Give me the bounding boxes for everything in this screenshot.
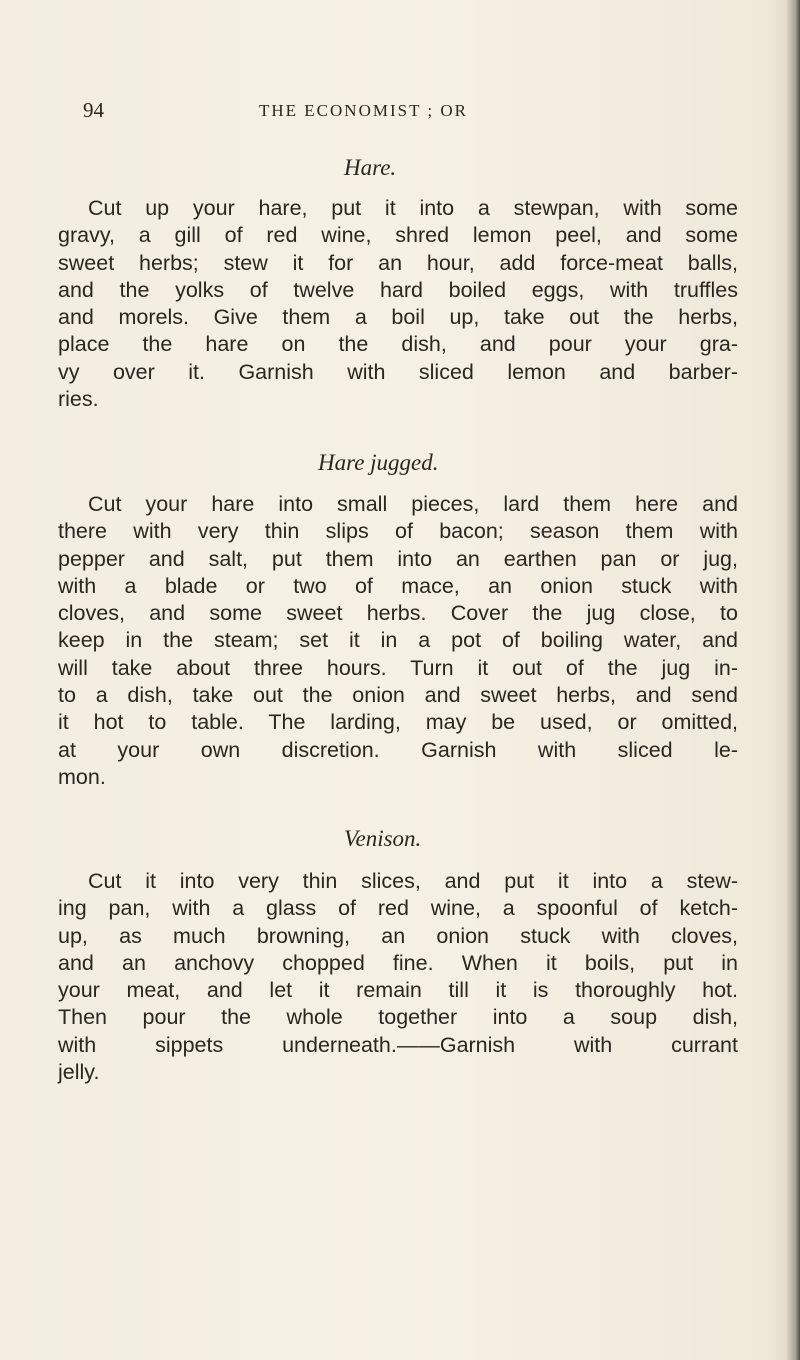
text-line: and morels. Give them a boil up, take out the herbs,: [58, 305, 738, 330]
page-number: 94: [83, 98, 104, 122]
text-line: cloves, and some sweet herbs. Cover the jug close, to: [58, 601, 738, 626]
recipe-text-hare-jugged: [58, 491, 738, 791]
text-line: at your own discretion. Garnish with sliced le-: [58, 737, 738, 762]
recipe-text-hare: [58, 195, 738, 413]
text-line: Cut it into very thin slices, and put it into a stew-: [88, 869, 738, 893]
text-line: Then pour the whole together into a soup dish,: [58, 1005, 738, 1030]
text-line: pepper and salt, put them into an earthen pan or jug,: [58, 546, 738, 571]
text-line: your meat, and let it remain till it is thoroughly hot.: [58, 978, 738, 1003]
text-line: up, as much browning, an onion stuck with cloves,: [58, 923, 738, 948]
text-line: it hot to table. The larding, may be used, or omitted,: [58, 710, 738, 735]
text-line: and the yolks of twelve hard boiled eggs, with truffles: [58, 277, 738, 302]
recipe-heading-venison: Venison.: [344, 826, 422, 851]
text-line: Cut your hare into small pieces, lard them here and: [88, 492, 738, 516]
recipe-text-venison: [58, 868, 738, 1086]
text-line: will take about three hours. Turn it out of the jug in-: [58, 655, 738, 680]
recipe-heading-hare: Hare.: [344, 155, 397, 180]
text-line: vy over it. Garnish with sliced lemon and barber-: [58, 359, 738, 384]
text-line: place the hare on the dish, and pour your gra-: [58, 332, 738, 357]
text-line: with sippets underneath.——Garnish with currant: [58, 1032, 738, 1057]
text-line: keep in the steam; set it in a pot of boiling water, and: [58, 628, 738, 653]
text-line: there with very thin slips of bacon; season them with: [58, 519, 738, 544]
text-line: Cut up your hare, put it into a stewpan, with some: [88, 196, 738, 220]
text-line: and an anchovy chopped fine. When it boils, put in: [58, 950, 738, 975]
text-line: jelly.: [58, 1060, 100, 1085]
page-header: [83, 98, 603, 128]
page-edge-shadow: [786, 0, 800, 1360]
recipe-heading-hare-jugged: Hare jugged.: [318, 450, 439, 475]
running-head: THE ECONOMIST ; OR: [259, 101, 468, 120]
text-line: mon.: [58, 764, 106, 789]
text-line: ries.: [58, 387, 99, 412]
text-line: sweet herbs; stew it for an hour, add force-meat balls,: [58, 250, 738, 275]
text-line: gravy, a gill of red wine, shred lemon peel, and some: [58, 223, 738, 248]
text-line: with a blade or two of mace, an onion stuck with: [58, 573, 738, 598]
text-line: ing pan, with a glass of red wine, a spoonful of ketch-: [58, 896, 738, 921]
text-line: to a dish, take out the onion and sweet herbs, and send: [58, 683, 738, 708]
